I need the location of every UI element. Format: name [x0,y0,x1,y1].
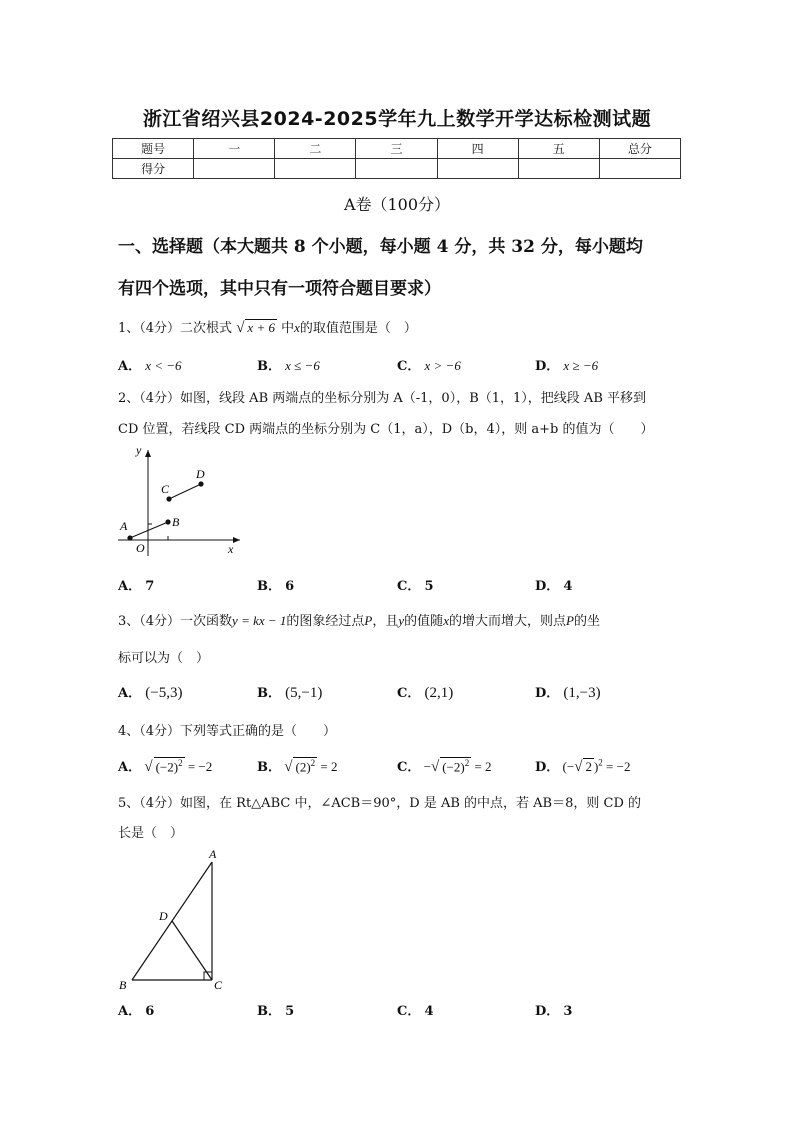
y-axis-arrow [145,450,151,457]
x-axis-arrow [233,537,240,543]
score-cell [437,159,518,179]
score-table-score-row [113,159,681,179]
paper-part-heading: A卷（100分） [343,195,451,214]
option-label: D． [535,359,560,374]
point-a [127,535,132,540]
q2-option-c[interactable] [397,575,434,594]
option-label: B． [257,1004,281,1019]
option-label: B． [257,579,281,594]
option-label: C． [397,359,421,374]
point-d [198,481,203,486]
option-text: (1,−3) [563,685,601,701]
x-axis-label: x [228,542,234,556]
exponent: 2 [310,757,316,768]
point-b-label: B [172,515,180,529]
score-header-cell: 二 [275,139,356,159]
option-label: C． [397,760,421,775]
option-text: (−5,3) [145,685,183,701]
q1-mid: 中 [281,321,295,336]
q3-text: 的增大而增大，则点 [448,614,566,629]
point-c-label: C [161,482,170,496]
q3-option-c[interactable] [397,682,453,702]
option-label: C． [397,686,421,701]
radical-sign: √ [284,759,293,775]
score-cell [356,159,437,179]
option-text: (2,1) [424,685,454,701]
question-2-stem-line2: CD 位置，若线段 CD 两端点的坐标分别为 C（1，a），D（b，4），则 a+b 的值为（ ） [118,422,654,437]
option-label: D． [535,579,560,594]
question-3-stem-line2: 标可以为（ ） [118,651,210,666]
q3-option-a[interactable] [118,682,182,702]
score-header-cell: 一 [194,139,275,159]
question-5-stem-line2: 长是（ ） [118,826,184,841]
question-3-stem-line1 [118,610,600,629]
option-label: A． [118,579,142,594]
q3-text: 的图象经过点 [286,614,365,629]
segment-cd [172,921,212,980]
exponent: 2 [464,757,470,768]
score-table [112,138,681,179]
q1-option-b[interactable] [257,355,320,374]
radicand [154,757,185,775]
y-axis-label: y [136,443,142,457]
q3-text: 3、（4分）一次函数 [118,614,233,629]
option-label: B． [257,686,281,701]
option-label: C． [397,1004,421,1019]
section-heading-line1: 一、选择题（本大题共 8 个小题，每小题 4 分，共 32 分，每小题均 [118,237,643,257]
radical-sign: √ [574,759,583,775]
q1-var: x [294,320,300,335]
option-text: x ≤ −6 [285,358,320,373]
q4-option-c[interactable] [397,756,492,776]
score-header-cell: 总分 [599,139,680,159]
score-header-cell: 题号 [113,139,194,159]
radical-sign: √ [430,759,440,775]
option-text: 7 [145,579,155,594]
q2-option-d[interactable] [535,575,572,594]
q5-triangle-figure [115,845,230,995]
q5-option-b[interactable] [257,1000,294,1019]
score-table-header-row [113,139,681,159]
score-header-cell: 三 [356,139,437,159]
radicand: 2 [585,759,592,774]
option-label: A． [118,760,142,775]
q3-option-d[interactable] [535,682,601,702]
point-a-label: A [120,519,128,533]
q3-text: 的坐 [573,614,600,629]
option-text: x < −6 [145,358,182,373]
q1-option-d[interactable] [535,355,598,374]
q2-option-b[interactable] [257,575,294,594]
q1-suffix: 的取值范围是（ ） [299,321,417,336]
radicand-base: (2) [295,759,311,774]
option-text: 6 [285,579,295,594]
option-label: A． [118,686,142,701]
segment-cd [169,484,201,499]
score-cell [194,159,275,179]
page-title: 浙江省绍兴县2024-2025学年九上数学开学达标检测试题 [142,108,652,130]
q3-point-p: P [565,613,574,628]
q1-prefix: 1、（4分）二次根式 [118,321,233,336]
score-label-cell: 得分 [113,159,194,179]
q3-text: 的值随 [404,614,444,629]
q4-option-a[interactable] [118,756,212,776]
q5-option-c[interactable] [397,1000,434,1019]
section-heading-line2: 有四个选项，其中只有一项符合题目要求） [118,279,441,299]
option-text: 3 [563,1004,573,1019]
point-d-label: D [159,909,168,923]
q3-function: y = kx − 1 [232,613,287,628]
question-1-stem [118,317,417,337]
radical-sign: √ [144,759,153,775]
negative-sign: − [423,759,431,774]
radicand [440,757,471,775]
score-cell [599,159,680,179]
q3-point-p: P [364,613,373,628]
option-label: A． [118,1004,142,1019]
option-label: C． [397,579,421,594]
equation-rhs: = 2 [317,759,338,774]
option-text: 5 [285,1004,295,1019]
vertex-a-label: A [209,847,217,861]
option-label: D． [535,760,560,775]
exponent: 2 [598,757,603,768]
option-text: x > −6 [424,358,461,373]
option-text: x ≥ −6 [563,358,599,373]
vertex-c-label: C [214,978,223,992]
radicand-base: (−2) [442,759,465,774]
paren-close: ) [593,759,599,774]
q1-option-c[interactable] [397,355,461,374]
option-label: B． [257,760,281,775]
point-d-label: D [196,467,205,481]
option-text: 5 [424,579,434,594]
radicand [293,757,317,775]
q5-option-a[interactable] [118,1000,154,1019]
option-label: D． [535,1004,560,1019]
q3-option-b[interactable] [257,682,322,702]
q4-option-d[interactable] [535,756,630,776]
paren-open: (− [562,759,575,774]
score-cell [275,159,356,179]
q2-option-a[interactable] [118,575,154,594]
option-text: 4 [563,579,573,594]
question-5-stem-line1: 5、（4分）如图，在 Rt△ABC 中，∠ACB＝90°，D 是 AB 的中点，若 AB＝8，则 CD 的 [118,796,642,811]
q1-option-a[interactable] [118,355,182,374]
q2-coordinate-figure [114,442,246,560]
score-header-cell: 五 [518,139,599,159]
q1-radicand: x + 6 [247,320,275,335]
q4-option-b[interactable] [257,756,338,776]
option-text: (5,−1) [285,685,323,701]
radical-sign: √ [236,320,245,336]
point-b [165,519,170,524]
q3-var-x: x [443,613,449,628]
equation-rhs: = 2 [471,759,492,774]
question-2-stem-line1: 2、（4分）如图，线段 AB 两端点的坐标分别为 A（-1，0），B（1，1），把线段 AB 平移到 [118,391,647,406]
score-cell [518,159,599,179]
question-4-stem: 4、（4分）下列等式正确的是（ ） [118,724,337,739]
radicand-base: (−2) [155,759,179,774]
equation-rhs: = −2 [602,759,631,774]
option-text: 4 [424,1004,434,1019]
point-c [166,496,171,501]
origin-label: O [136,541,145,555]
option-label: D． [535,686,560,701]
exponent: 2 [178,757,183,768]
q3-var-y: y [398,613,405,628]
score-header-cell: 四 [437,139,518,159]
q3-text: ，且 [372,614,399,629]
option-text: 6 [145,1004,155,1019]
option-label: A． [118,359,142,374]
option-label: B． [257,359,281,374]
q5-option-d[interactable] [535,1000,572,1019]
equation-rhs: = −2 [184,759,213,774]
vertex-b-label: B [119,978,127,992]
